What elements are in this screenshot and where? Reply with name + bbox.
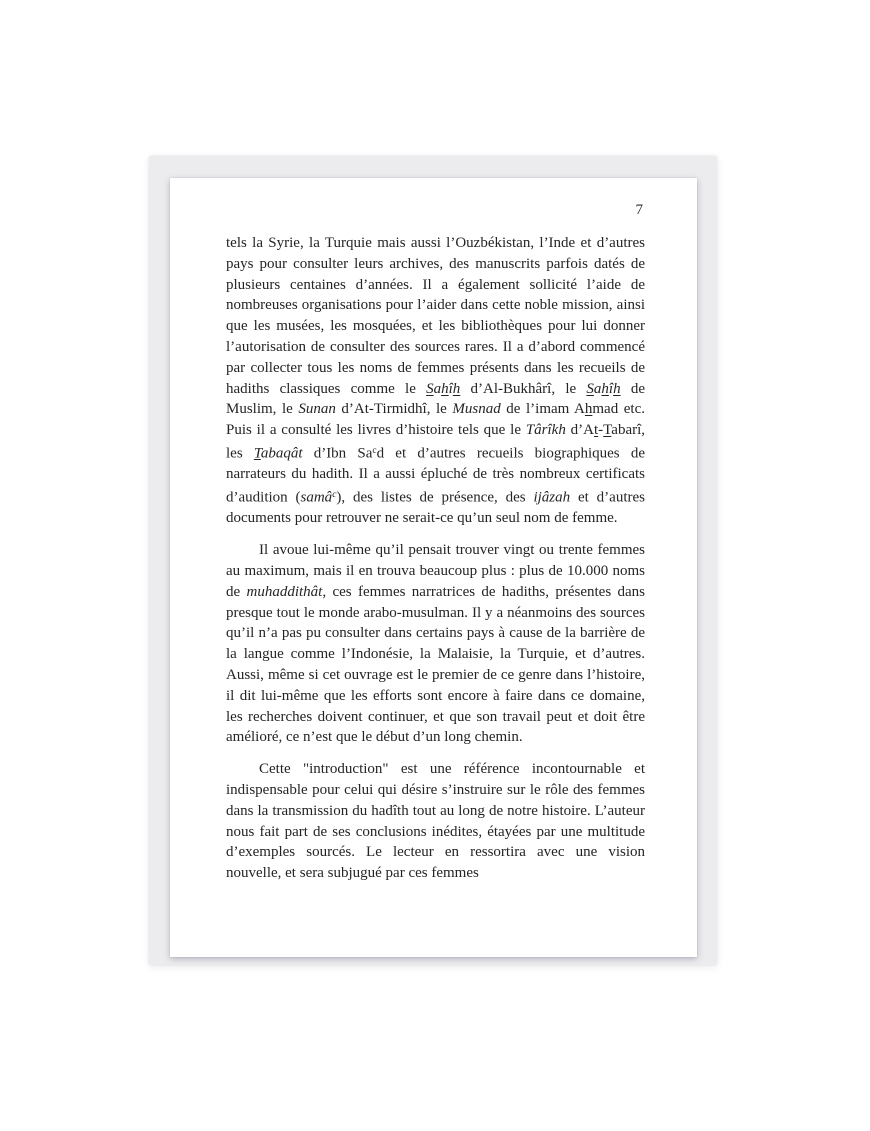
paragraph: Il avoue lui-même qu’il pensait trouver vingt ou trente femmes au maximum, mais il en trouva beaucoup plus : plus de 10.000 noms de muhaddithât, ces femmes narratrices de hadiths, présentes dans presque tout le monde arabo-musulman. Il y a néanmoins des sources qu’il n’a pas pu consulter dans certains pays à cause de la barrière de la langue comme l’Indonésie, la Malaisie, la Turquie, et d’autres. Aussi, même si cet ouvrage est le premier de ce genre dans l’histoire, il dit lui-même que les efforts sont encore à faire dans ce domaine, les recherches doivent continuer, et que son travail peut et doit être amélioré, ce n’est que le début d’un long chemin.: [226, 542, 645, 746]
book-page: [170, 178, 697, 957]
paragraph: Cette "introduction" est une référence incontournable et indispensable pour celui qui désire s’instruire sur le rôle des femmes dans la transmission du hadîth tout au long de notre histoire. L’auteur nous fait part de ses conclusions inédites, étayées par une multitude d’exemples sourcés. Le lecteur en ressortira avec une vision nouvelle, et sera subjugué par ces femmes: [226, 761, 645, 882]
page-content: [170, 178, 697, 884]
page-text: [226, 233, 645, 884]
paragraph: tels la Syrie, la Turquie mais aussi l’Ouzbékistan, l’Inde et d’autres pays pour consulter leurs archives, des manuscrits parfois datés de plusieurs centaines d’années. Il a également sollicité l’aide de nombreuses organisations pour l’aider dans cette noble mission, ainsi que les musées, les mosquées, et les bibliothèques pour lui donner l’autorisation de consulter des sources rares. Il a d’abord commencé par collecter tous les noms de femmes présents dans les recueils de hadiths classiques comme le Sahîh d’Al-Bukhârî, le Sahîh de Muslim, le Sunan d’At-Tirmidhî, le Musnad de l’imam Ahmad etc. Puis il a consulté les livres d’histoire tels que le Târîkh d’At-Tabarî, les Tabaqât d’Ibn Sa$^c$d et d’autres recueils biographiques de narrateurs du hadith. Il a aussi épluché de très nombreux certificats d’audition (samâ$^c$), des listes de présence, des ijâzah et d’autres documents pour retrouver ne serait-ce qu’un seul nom de femme.: [226, 235, 646, 527]
page-number: 7: [635, 202, 643, 218]
book-page-card: [149, 156, 717, 965]
